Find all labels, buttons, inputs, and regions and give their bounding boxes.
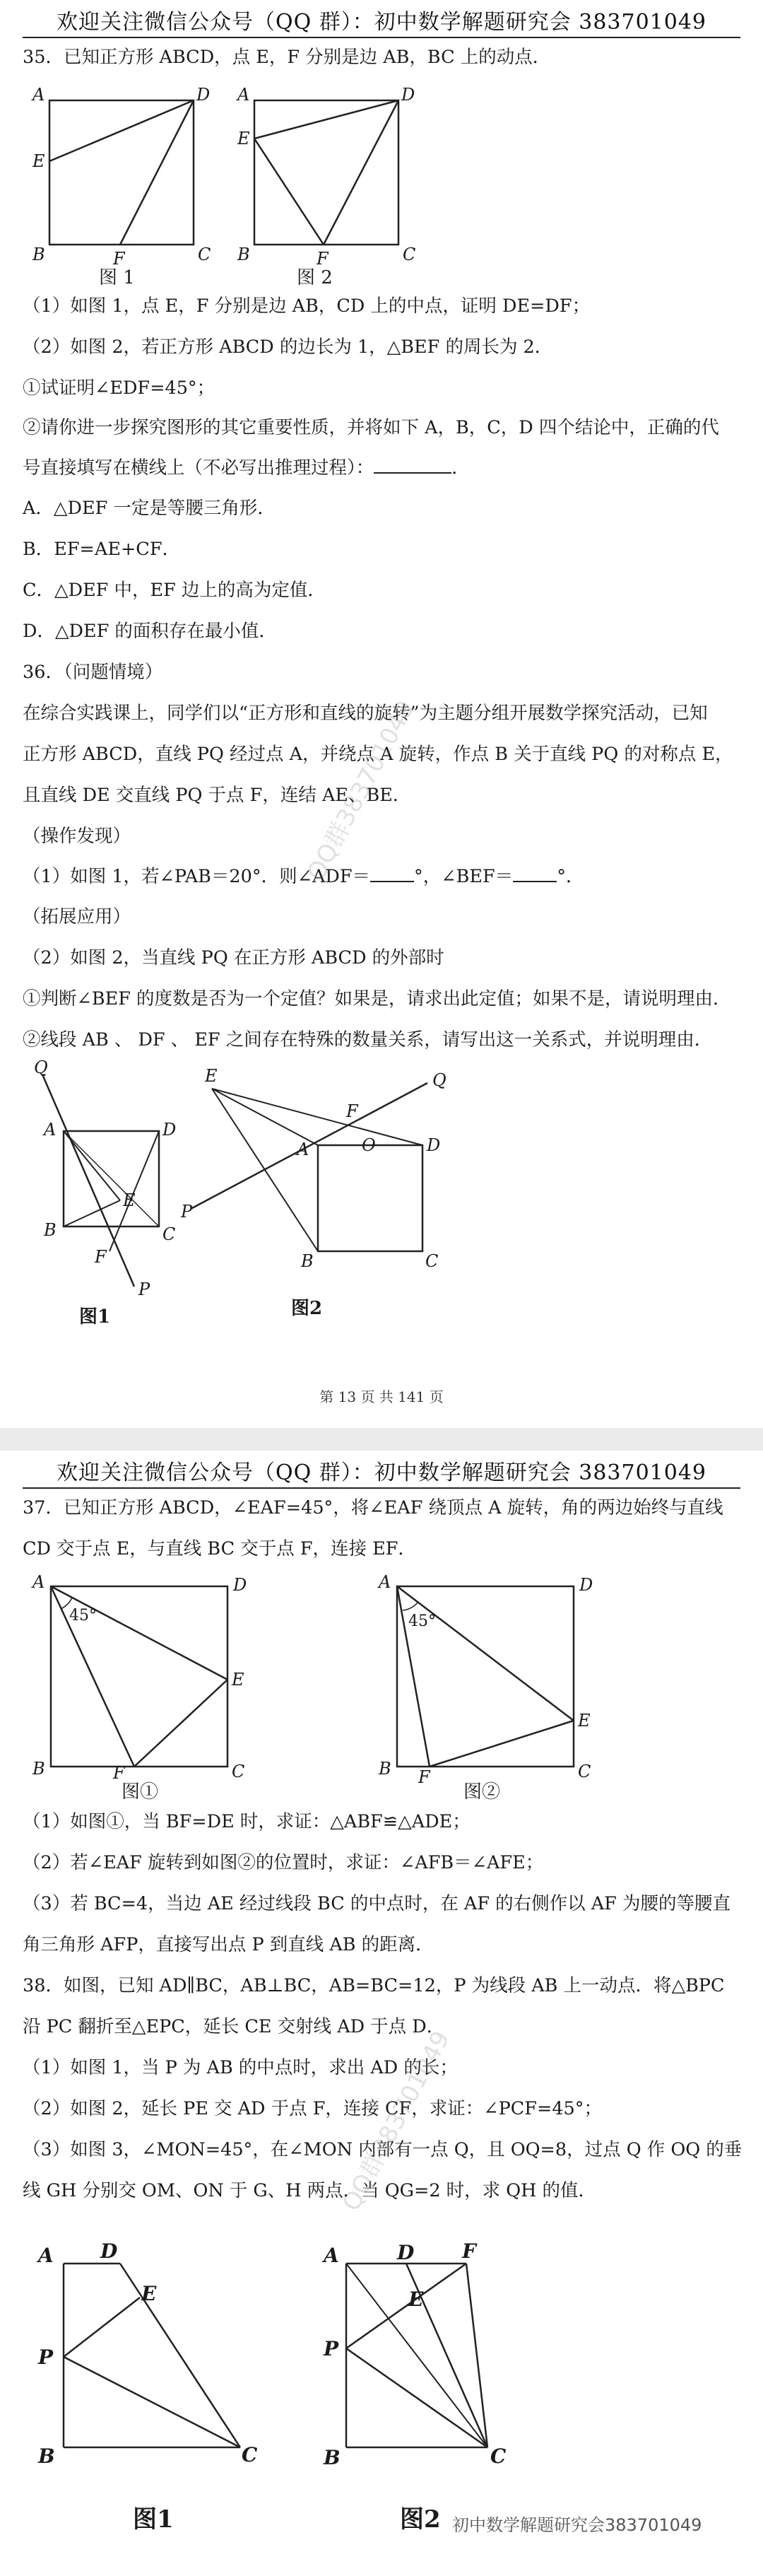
label-C: C [578, 1762, 591, 1781]
q35-part1: （1）如图 1，点 E，F 分别是边 AB，CD 上的中点，证明 DE=DF； [23, 295, 591, 317]
label-D: D [196, 85, 211, 105]
q36-part2: （2）如图 2，当直线 PQ 在正方形 ABCD 的外部时 [23, 947, 444, 968]
q35-option-c: C．△DEF 中，EF 边上的高为定值． [23, 580, 326, 601]
answer-blank-adf [370, 862, 414, 882]
label-A: A [32, 1572, 45, 1592]
label-B: B [379, 1759, 391, 1779]
page-gap [0, 1428, 763, 1451]
q37-part2: （2）若∠EAF 旋转到如图②的位置时，求证：∠AFB＝∠AFE； [23, 1852, 544, 1873]
label-F: F [113, 1763, 125, 1783]
q38-stem-1: 38．如图，已知 AD∥BC，AB⊥BC，AB=BC=12，P 为线段 AB 上一动点．将△BPC [23, 1975, 725, 1996]
q36-part1 [23, 862, 740, 890]
label-D: D [427, 1135, 441, 1155]
label-B: B [301, 1251, 314, 1271]
q35-part2-ii-line2 [23, 454, 740, 481]
q36-part2-i: ①判断∠BEF 的度数是否为一个定值？如果是，请求出此定值；如果不是，请说明理由． [23, 988, 731, 1009]
q36-title: 36．（问题情境） [23, 662, 163, 683]
label-B: B [324, 2446, 341, 2469]
label-A: A [32, 85, 45, 105]
q36-fig1-caption: 图1 [79, 1306, 111, 1328]
label-E: E [578, 1711, 591, 1731]
label-D: D [397, 2241, 415, 2264]
q35-fig1-caption: 图 1 [99, 267, 135, 288]
label-O: O [362, 1135, 376, 1155]
q35-stem: 35．已知正方形 ABCD，点 E，F 分别是边 AB，BC 上的动点． [23, 47, 551, 68]
q37-figure-2 [374, 1572, 601, 1787]
label-E: E [205, 1066, 218, 1086]
q36-part2-ii: ②线段 AB 、 DF 、 EF 之间存在特殊的数量关系，请写出这一关系式，并说明理由． [23, 1029, 713, 1050]
q36-stem-1: 在综合实践课上，同学们以“正方形和直线的旋转”为主题分组开展数学探究活动，已知 [23, 703, 708, 724]
label-A: A [44, 1120, 57, 1140]
q38-figure-2 [318, 2235, 572, 2504]
label-F: F [95, 1247, 107, 1267]
label-E: E [32, 151, 45, 171]
label-C: C [425, 1251, 439, 1271]
label-E: E [237, 129, 250, 148]
credit-watermark: 初中数学解题研究会383701049 [452, 2515, 702, 2535]
label-C: C [490, 2445, 507, 2468]
label-D: D [579, 1575, 593, 1595]
q38-figure-1 [28, 2235, 268, 2504]
q36-part1-b: °，∠BEF＝ [414, 866, 514, 887]
q38-part2: （2）如图 2，延长 PE 交 AD 于点 F，连接 CF，求证：∠PCF=45°； [23, 2098, 603, 2119]
q37-part1: （1）如图①，当 BF=DE 时，求证：△ABF≌△ADE； [23, 1811, 471, 1832]
q37-fig2-caption: 图② [463, 1781, 501, 1803]
label-C: C [162, 1224, 176, 1244]
q35-part2-ii-end: ． [451, 457, 470, 479]
q37-part3-line2: 角三角形 AFP，直接写出点 P 到直线 AB 的距离． [23, 1934, 434, 1955]
q35-part2-ii-line1: ②请你进一步探究图形的其它重要性质，并将如下 A，B，C，D 四个结论中，正确的代 [23, 417, 719, 438]
q36-operation-heading: （操作发现） [23, 826, 131, 847]
label-A: A [379, 1572, 391, 1592]
label-A: A [297, 1140, 309, 1159]
answer-blank-bef [513, 862, 557, 882]
label-F: F [418, 1767, 430, 1787]
q36-extension-heading: （拓展应用） [23, 906, 131, 927]
label-F: F [346, 1101, 358, 1121]
q36-part1-c: °． [557, 866, 584, 887]
label-P: P [324, 2337, 339, 2360]
header-rule [23, 37, 740, 38]
label-Q: Q [34, 1058, 48, 1077]
label-B: B [32, 1759, 45, 1779]
q38-fig2-caption: 图2 [400, 2505, 441, 2534]
answer-blank [374, 454, 451, 474]
q37-part3-line1: （3）若 BC=4，当边 AE 经过线段 BC 的中点时，在 AF 的右侧作以 AF 为腰的等腰直 [23, 1893, 731, 1914]
label-B: B [44, 1220, 57, 1240]
q38-fig1-caption: 图1 [133, 2505, 174, 2534]
q35-figure-2 [233, 85, 417, 269]
label-D: D [162, 1120, 177, 1140]
label-E: E [232, 1670, 244, 1690]
q37-stem-1: 37．已知正方形 ABCD，∠EAF=45°，将∠EAF 绕顶点 A 旋转，角的两边始终与直线 [23, 1497, 723, 1518]
page-header: 欢迎关注微信公众号（QQ 群）：初中数学解题研究会 383701049 [56, 1460, 707, 1485]
angle-label: 45° [408, 1612, 436, 1630]
page-header: 欢迎关注微信公众号（QQ 群）：初中数学解题研究会 383701049 [56, 10, 707, 35]
q35-part2-ii-text: 号直接填写在横线上（不必写出推理过程）： [23, 457, 374, 479]
q35-option-a: A．△DEF 一定是等腰三角形． [23, 498, 276, 519]
q36-stem-3: 且直线 DE 交直线 PQ 于点 F，连结 AE、BE． [23, 785, 411, 806]
label-C: C [232, 1762, 245, 1781]
page-footer: 第 13 页 共 141 页 [319, 1388, 444, 1405]
q35-part2: （2）如图 2，若正方形 ABCD 的边长为 1，△BEF 的周长为 2． [23, 336, 553, 358]
label-E: E [408, 2288, 424, 2311]
q38-stem-2: 沿 PC 翻折至△EPC，延长 CE 交射线 AD 于点 D． [23, 2016, 445, 2037]
label-C: C [198, 245, 211, 264]
q35-part2-i: ①试证明∠EDF=45°； [23, 377, 215, 399]
q35-option-d: D．△DEF 的面积存在最小值． [23, 621, 277, 642]
label-P: P [138, 1280, 150, 1299]
q35-fig2-caption: 图 2 [297, 267, 333, 288]
label-Q: Q [432, 1070, 446, 1090]
q38-part3-line1: （3）如图 3，∠MON=45°，在∠MON 内部有一点 Q，且 OQ=8，过点 Q 作 OQ 的垂 [23, 2139, 743, 2160]
q36-figure-2 [177, 1060, 502, 1301]
label-F: F [462, 2240, 476, 2263]
header-rule [23, 1487, 740, 1489]
label-A: A [324, 2244, 339, 2267]
watermark: QQ群383701049 [337, 2026, 456, 2216]
label-A: A [237, 85, 250, 105]
label-A: A [38, 2244, 54, 2267]
label-E: E [123, 1190, 136, 1210]
watermark: QQ群383701049 [302, 696, 420, 886]
label-C: C [403, 245, 416, 264]
q35-figure-1 [28, 85, 212, 269]
label-P: P [38, 2346, 54, 2369]
q38-part3-line2: 线 GH 分别交 OM、ON 于 G、H 两点．当 QG=2 时，求 QH 的值． [23, 2180, 597, 2201]
q37-figure-1 [28, 1572, 254, 1784]
q37-stem-2: CD 交于点 E，与直线 BC 交于点 F，连接 EF． [23, 1538, 416, 1559]
label-P: P [181, 1202, 193, 1222]
label-B: B [32, 245, 45, 264]
q35-option-b: B．EF=AE+CF． [23, 539, 181, 560]
label-E: E [141, 2282, 157, 2305]
label-D: D [233, 1575, 247, 1595]
q36-part1-a: （1）如图 1，若∠PAB＝20°．则∠ADF＝ [23, 866, 371, 887]
label-B: B [237, 245, 250, 264]
q36-stem-2: 正方形 ABCD，直线 PQ 经过点 A，并绕点 A 旋转，作点 B 关于直线 PQ 的对称点 E， [23, 744, 733, 765]
label-F: F [113, 249, 125, 269]
label-F: F [317, 249, 329, 269]
label-D: D [401, 85, 415, 105]
label-B: B [38, 2445, 55, 2468]
label-D: D [100, 2240, 118, 2263]
angle-label: 45° [69, 1607, 97, 1624]
page-14 [0, 1451, 763, 2576]
q38-part1: （1）如图 1，当 P 为 AB 的中点时，求出 AD 的长； [23, 2057, 458, 2078]
label-C: C [242, 2443, 258, 2466]
q36-fig2-caption: 图2 [291, 1298, 323, 1319]
q37-fig1-caption: 图① [122, 1781, 159, 1803]
